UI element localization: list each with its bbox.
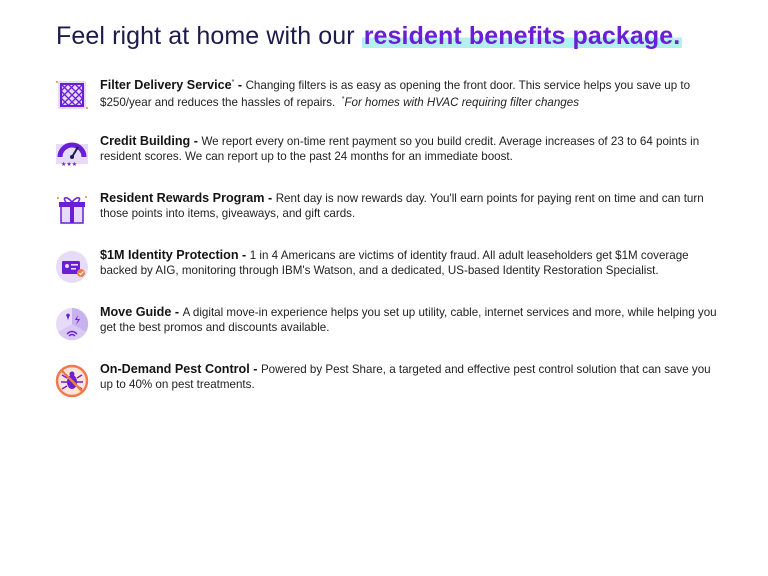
- title-separator: -: [264, 191, 276, 205]
- benefit-title: Resident Rewards Program: [100, 191, 265, 205]
- benefit-filter-delivery: [54, 76, 724, 113]
- headline-highlight: resident benefits package.: [363, 22, 681, 50]
- gift-icon: [54, 192, 90, 228]
- benefit-text: [100, 248, 724, 278]
- benefit-title: On-Demand Pest Control: [100, 362, 250, 376]
- benefit-text: [100, 362, 724, 392]
- benefit-note: For homes with HVAC requiring filter changes: [344, 96, 579, 110]
- benefit-description: Changing filters is as easy as opening the front door. This service helps you save up to $250/year and reduces the hassles of repairs.: [100, 78, 691, 110]
- benefit-text: [100, 76, 724, 111]
- benefit-title: Credit Building: [100, 134, 191, 148]
- note-footnote-mark: *: [341, 96, 345, 104]
- benefit-text: [100, 305, 724, 335]
- benefit-title: $1M Identity Protection: [100, 248, 239, 262]
- page-headline: [56, 22, 682, 51]
- benefit-description: We report every on-time rent payment so you build credit. Average increases of 23 to 64 points in resident scores. We can report up to the past 24 months for an immediate boost.: [100, 135, 700, 163]
- benefit-move-guide: [54, 305, 724, 342]
- title-separator: -: [249, 362, 261, 376]
- benefit-description: 1 in 4 Americans are victims of identity fraud. All adult leaseholders get $1M coverage backed by AIG, monitoring through IBM's Watson, and a dedicated, US-based Identity Restoration Specialist.: [100, 249, 689, 277]
- title-separator: -: [190, 134, 202, 148]
- benefit-text: [100, 191, 724, 221]
- title-footnote-mark: *: [231, 79, 235, 86]
- benefit-credit-building: [54, 134, 724, 171]
- benefit-identity-protection: [54, 248, 724, 285]
- filter-icon: [54, 77, 90, 113]
- benefit-title: Move Guide: [100, 305, 172, 319]
- headline-lead: Feel right at home with our: [56, 22, 362, 50]
- benefit-text: [100, 134, 724, 164]
- benefit-resident-rewards: [54, 191, 724, 228]
- benefit-title: Filter Delivery Service: [100, 77, 232, 92]
- move-guide-icon: [54, 306, 90, 342]
- benefit-description: Powered by Pest Share, a targeted and effective pest control solution that can save you up to 40% on pest treatments.: [100, 363, 711, 391]
- no-pest-icon: [54, 363, 90, 399]
- svg-text:★★★: ★★★: [61, 161, 78, 168]
- benefit-pest-control: [54, 362, 724, 399]
- title-separator: -: [171, 305, 183, 319]
- benefit-description: A digital move-in experience helps you set up utility, cable, internet services and more, while helping you get the best promos and discounts available.: [100, 306, 717, 334]
- title-separator: -: [238, 248, 250, 262]
- benefit-description: Rent day is now rewards day. You'll earn points for paying rent on time and can turn those points into items, giveaways, and gift cards.: [100, 192, 704, 220]
- credit-gauge-icon: [54, 135, 90, 171]
- title-separator: -: [234, 77, 246, 92]
- id-card-icon: [54, 249, 90, 285]
